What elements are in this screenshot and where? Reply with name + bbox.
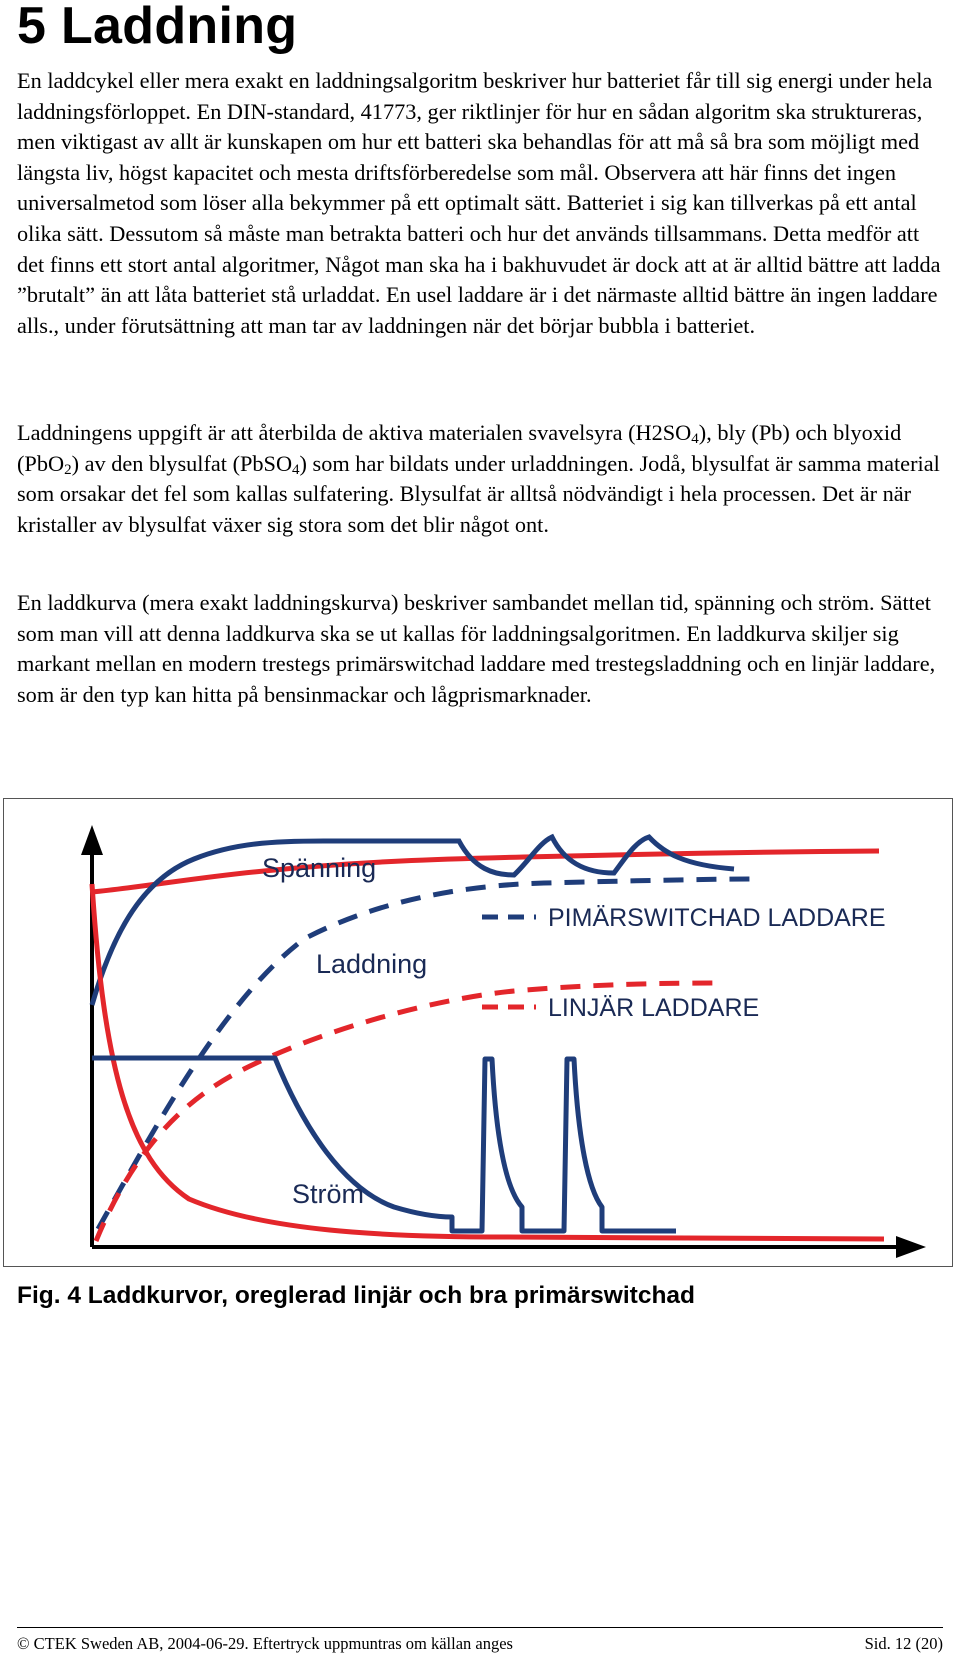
footer-rule — [17, 1627, 943, 1628]
paragraph-charge-curve: En laddkurva (mera exakt laddningskurva) beskriver sambandet mellan tid, spänning och ström. Sättet som man vill att denna laddkurva ska se ut kallas för laddningsalgoritmen. En laddkurva skiljer sig markant mellan en modern trestegs primärswitchad laddare med trestegsladdning och en linjär laddare, som är den typ kan hitta på bensinmackar och lågprismarknader. — [17, 590, 936, 707]
label-charge: Laddning — [316, 949, 428, 979]
paragraph-charge-cycle: En laddcykel eller mera exakt en laddningsalgoritm beskriver hur batteriet får till sig energi under hela laddningsförloppet. En DIN-standard, 41773, ger riktlinjer för hur en sådan algoritm ska struktureras, men viktigast av allt är kunskapen om hur ett batteri ska behandlas för att må så bra som möjligt med längsta liv, högst kapacitet och mesta driftsförberedelse som mål. Observera att här finns det ingen universalmetod som löser alla bekymmer på ett optimalt sätt. Batteriet i sig kan tillverkas på ett antal olika sätt. Dessutom så måste man betrakta batteri och hur det används tillsammans. Detta medför att det finns ett stort antal algoritmer, Något man ska ha i bakhuvudet är dock att at är alltid bättre att ladda ”brutalt” än att låta batteriet stå urladdat. En usel laddare är i det närmaste alltid bättre än ingen laddare alls., under förutsättning att man tar av laddningen när det börjar bubbla i batteriet. — [17, 68, 941, 338]
x-axis-arrow — [896, 1236, 926, 1258]
p2-text-4: ) som har bildats under urladdningen. Jodå, blysulfat är samma material som orsakar det fel som kallas sulfatering. Blysulfat är alltså nödvändigt i hela processen. Det är när kristaller av blysulfat växer sig stora som det blir något ont. — [17, 450, 940, 537]
p2-text-2: ), bly (Pb) och blyoxid (PbO — [17, 420, 902, 476]
label-voltage: Spänning — [262, 853, 377, 883]
p2-text-3: ) av den blysulfat (PbSO — [71, 450, 293, 476]
p2-text-1: Laddningens uppgift är att återbilda de aktiva materialen svavelsyra (H2SO — [17, 420, 692, 445]
charge-curves-illustration — [4, 799, 951, 1265]
charge-curves-figure — [3, 798, 953, 1267]
legend — [482, 904, 886, 1022]
label-current: Ström — [292, 1179, 365, 1209]
legend-switched-label: PIMÄRSWITCHAD LADDARE — [548, 904, 886, 932]
p2-subscript-1: 4 — [691, 431, 699, 447]
footer-copyright: © CTEK Sweden AB, 2004-06-29. Eftertryck uppmuntras om källan anges — [17, 1634, 513, 1653]
p2-subscript-2: 2 — [64, 461, 72, 478]
p2-subscript-3: 4 — [292, 461, 300, 478]
footer-page-number: Sid. 12 (20) — [864, 1634, 943, 1653]
y-axis-arrow — [81, 825, 103, 855]
page-title: 5 Laddning — [17, 0, 298, 55]
paragraph-charge-purpose — [17, 418, 947, 540]
legend-linear-label: LINJÄR LADDARE — [548, 994, 760, 1022]
figure-caption: Fig. 4 Laddkurvor, oreglerad linjär och bra primärswitchad — [17, 1282, 696, 1309]
